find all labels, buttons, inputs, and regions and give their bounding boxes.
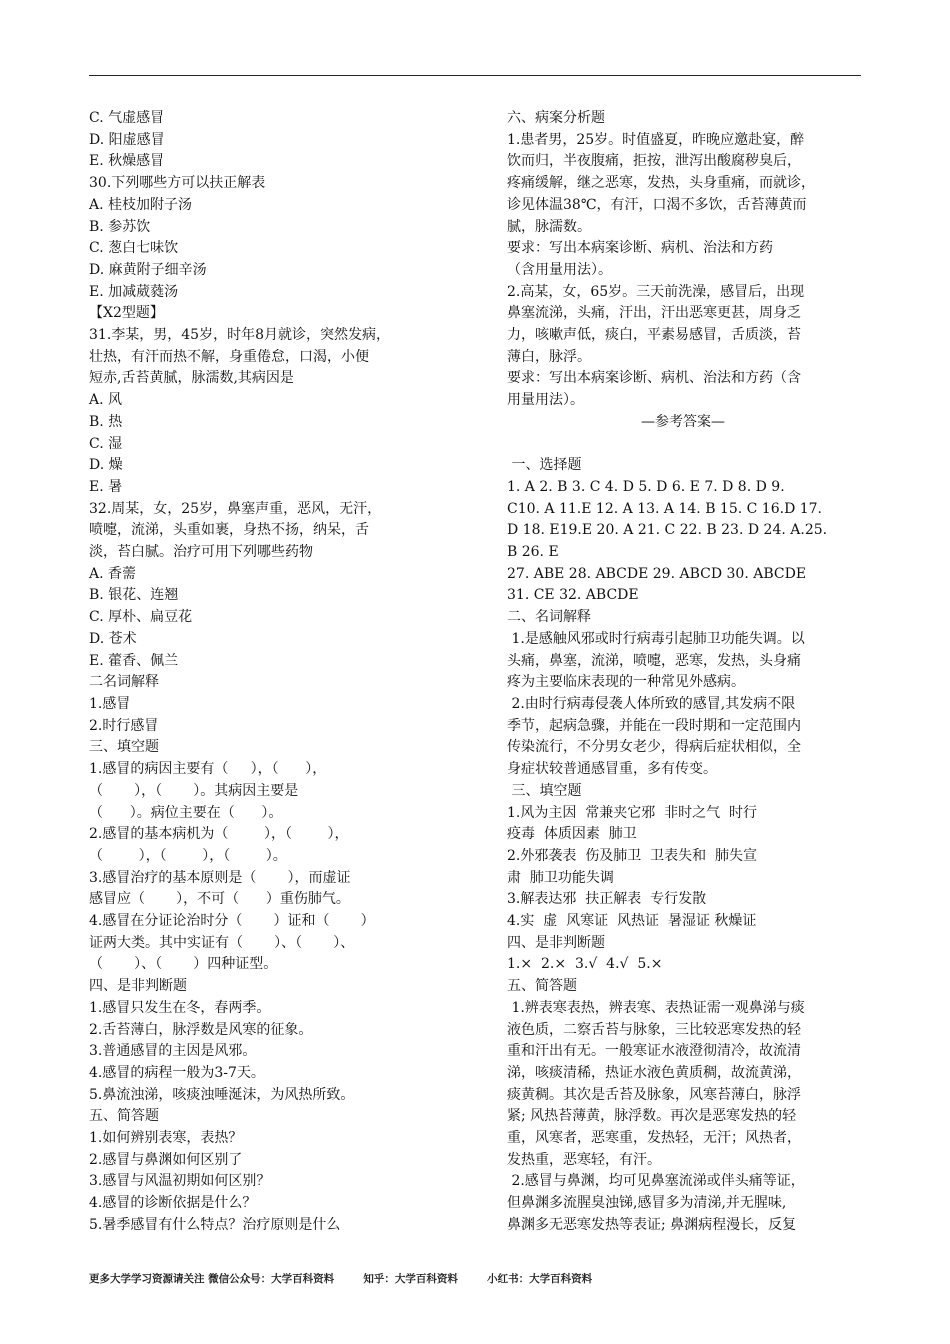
text-line: 2.由时行病毒侵袭人体所致的感冒,其发病不限 (507, 695, 796, 712)
text-line: 1.如何辨别表寒，表热？ (89, 1130, 243, 1147)
text-line: 五、简答题 (89, 1108, 159, 1125)
text-line: 4.感冒的诊断依据是什么？ (89, 1195, 257, 1212)
text-line: 5.鼻流浊涕，咳痰浊唾涎沫，为风热所致。 (89, 1086, 355, 1103)
text-line: 用量用法）。 (507, 392, 584, 409)
text-line: 2.感冒与鼻渊，均可见鼻塞流涕或伴头痛等证， (507, 1173, 805, 1190)
text-line: A. 桂枝加附子汤 (89, 196, 193, 213)
answer-heading: —参考答案— (641, 413, 725, 430)
text-line: 1.× 2.× 3.√ 4.√ 5.× (507, 956, 663, 973)
text-line: C. 气虚感冒 (89, 110, 165, 126)
text-line: 液色质，二察舌苔与脉象，三比较恶寒发热的轻 (507, 1021, 801, 1038)
text-line: 要求：写出本病案诊断、病机、治法和方药 (507, 240, 773, 257)
text-line: E. 藿香、佩兰 (89, 652, 179, 669)
text-line: 饮而归，半夜腹痛，拒按，泄泻出酸腐秽臭后， (507, 153, 801, 170)
text-line: 1.是感触风邪或时行病毒引起肺卫功能失调。以 (507, 630, 805, 647)
text-line: C10. A 11.E 12. A 13. A 14. B 15. C 16.D 17. (507, 500, 823, 517)
text-line: 喷嚏，流涕，头重如裹，身热不扬，纳呆，舌 (89, 522, 369, 539)
text-line: 1.辨表寒表热，辨表寒、表热证需一观鼻涕与痰 (507, 999, 805, 1016)
text-line: 3.解表达邪 扶正解表 专行发散 (507, 891, 707, 908)
text-line: 疼痛缓解，继之恶寒，发热，头身重痛，而就诊， (507, 175, 815, 192)
text-line: 六、病案分析题 (507, 110, 605, 126)
text-line: 身症状较普通感冒重，多有传变。 (507, 761, 717, 778)
text-line: 1.感冒的病因主要有（ ），（ ）， (89, 761, 327, 778)
text-line: 1.感冒 (89, 695, 131, 712)
text-line: 腻，脉濡数。 (507, 218, 591, 235)
left-column (89, 108, 451, 1237)
text-line: 短赤,舌苔黄腻，脉濡数,其病因是 (89, 370, 294, 387)
text-line: A. 风 (89, 392, 123, 409)
text-line: 五、简答题 (507, 978, 577, 995)
text-line: 2.感冒的基本病机为（ ），（ ）， (89, 826, 349, 843)
text-line: D. 阳虚感冒 (89, 131, 165, 148)
text-line: 1.患者男，25岁。时值盛夏，昨晚应邀赴宴，醉 (507, 131, 805, 148)
text-line: 2.感冒与鼻渊如何区别了 (89, 1151, 243, 1168)
text-line: 三、填空题 (89, 739, 159, 756)
text-line: 三、填空题 (507, 782, 582, 799)
text-line: 32.周某，女，25岁，鼻塞声重，恶风，无汗， (89, 500, 382, 517)
text-line: 要求：写出本病案诊断、病机、治法和方药（含 (507, 370, 801, 387)
text-line: 淡，苔白腻。治疗可用下列哪些药物 (89, 544, 313, 561)
text-line: 3.普通感冒的主因是风邪。 (89, 1043, 257, 1060)
text-line: 涕，咳痰清稀，热证水液色黄质稠，故流黄涕， (507, 1064, 801, 1081)
text-line: E. 秋燥感冒 (89, 153, 165, 170)
text-line: B. 热 (89, 413, 123, 430)
text-line: C. 厚朴、扁豆花 (89, 609, 193, 626)
text-line: 2.高某，女，65岁。三天前洗澡，感冒后，出现 (507, 283, 805, 300)
text-line: （ ）、（ ）四种证型。 (89, 956, 278, 973)
text-line: （ ），（ ），（ ）。 (89, 847, 287, 864)
text-line: 紧; 风热苔薄黄，脉浮数。再次是恶寒发热的轻 (507, 1108, 797, 1125)
text-line: E. 加减葳蕤汤 (89, 283, 179, 300)
text-line: 2.舌苔薄白，脉浮数是风寒的征象。 (89, 1021, 313, 1038)
text-line: 四、是非判断题 (89, 978, 187, 995)
text-line: 31. CE 32. ABCDE (507, 587, 639, 604)
text-line: 2.时行感冒 (89, 717, 159, 734)
text-line: 传染流行，不分男女老少，得病后症状相似，全 (507, 739, 801, 756)
text-line: A. 香薷 (89, 565, 137, 582)
text-line: D. 苍术 (89, 630, 137, 647)
text-line: 二名词解释 (89, 674, 159, 691)
text-line: C. 湿 (89, 435, 123, 452)
text-line: 31.李某，男，45岁，时年8月就诊，突然发病， (89, 327, 390, 344)
text-line: 3.感冒治疗的基本原则是（ ），而虚证 (89, 869, 351, 886)
text-line: 2.外邪袭表 伤及肺卫 卫表失和 肺失宣 (507, 847, 758, 864)
text-line: 壮热，有汗而热不解，身重倦怠，口渴，小便 (89, 348, 369, 365)
text-line: 诊见体温38℃，有汗，口渴不多饮，舌苔薄黄而 (507, 196, 807, 213)
text-line: 但鼻渊多流腥臭浊锑,感冒多为清涕,并无腥味, (507, 1195, 787, 1212)
text-line: 1.风为主因 常兼夹它邪 非时之气 时行 (507, 804, 758, 821)
text-line: 头痛，鼻塞，流涕，喷嚏，恶寒，发热，头身痛 (507, 652, 801, 669)
text-line: 二、名词解释 (507, 609, 591, 626)
text-line: 薄白，脉浮。 (507, 348, 591, 365)
text-line: 四、是非判断题 (507, 934, 605, 951)
footer-note: 更多大学学习资源请关注 微信公众号：大学百科资料 知乎：大学百科资料 小红书：大学百科资料 (89, 1273, 593, 1285)
text-line: 感冒应（ ），不可（ ）重伤肺气。 (89, 891, 350, 908)
right-column (507, 108, 859, 1237)
text-line: 证两大类。其中实证有（ ）、（ ）、 (89, 934, 355, 951)
header-rule (89, 75, 861, 76)
text-line: 鼻渊多无恶寒发热等表证; 鼻渊病程漫长，反复 (507, 1216, 797, 1233)
text-line: B. 银花、连翘 (89, 587, 179, 604)
text-line: 【X2型题】 (89, 305, 164, 322)
text-line: 重，风寒者，恶寒重，发热轻，无汗；风热者， (507, 1130, 801, 1147)
text-line: 27. ABE 28. ABCDE 29. ABCD 30. ABCDE (507, 565, 807, 582)
text-line: 发热重，恶寒轻，有汗。 (507, 1151, 661, 1168)
text-line: （ ），（ ）。其病因主要是 (89, 782, 299, 799)
text-line: 3.感冒与风温初期如何区别？ (89, 1173, 271, 1190)
text-line: 5.暑季感冒有什么特点？治疗原则是什么 (89, 1216, 341, 1233)
text-line: 鼻塞流涕，头痛，汗出，汗出恶寒更甚，周身乏 (507, 305, 801, 322)
text-line: 力，咳嗽声低，痰白，平素易感冒，舌质淡，苔 (507, 327, 801, 344)
text-line: D. 麻黄附子细辛汤 (89, 261, 207, 278)
text-line (507, 434, 859, 456)
text-line: 重和汗出有无。一般寒证水液澄彻清冷，故流清 (507, 1043, 801, 1060)
text-line: 肃 肺卫功能失调 (507, 869, 614, 886)
text-line: 30.下列哪些方可以扶正解表 (89, 175, 266, 192)
text-line: 季节，起病急骤，并能在一段时期和一定范围内 (507, 717, 801, 734)
text-line: E. 暑 (89, 478, 123, 495)
text-line: 一、选择题 (507, 457, 582, 474)
text-line: D. 燥 (89, 457, 123, 474)
text-line: C. 葱白七味饮 (89, 240, 179, 257)
text-line: B. 参苏饮 (89, 218, 151, 235)
text-line: 1.感冒只发生在冬，春两季。 (89, 999, 271, 1016)
text-line: B 26. E (507, 544, 559, 561)
text-line: 4.感冒的病程一般为3-7天。 (89, 1064, 265, 1081)
text-line: 疫毒 体质因素 肺卫 (507, 826, 637, 843)
text-line: （ ）。病位主要在（ ）。 (89, 804, 283, 821)
text-line: （含用量用法）。 (507, 261, 612, 278)
text-line: 4.实 虚 风寒证 风热证 暑湿证 秋燥证 (507, 913, 757, 930)
text-line: 4.感冒在分证论治时分（ ）证和（ ） (89, 913, 375, 930)
text-line: 疼为主要临床表现的一种常见外感病。 (507, 674, 745, 691)
text-line: D 18. E19.E 20. A 21. C 22. B 23. D 24. A.25. (507, 522, 828, 539)
text-line: 痰黄稠。其次是舌苔及脉象，风寒苔薄白，脉浮 (507, 1086, 801, 1103)
text-line: 1. A 2. B 3. C 4. D 5. D 6. E 7. D 8. D 9. (507, 478, 785, 495)
